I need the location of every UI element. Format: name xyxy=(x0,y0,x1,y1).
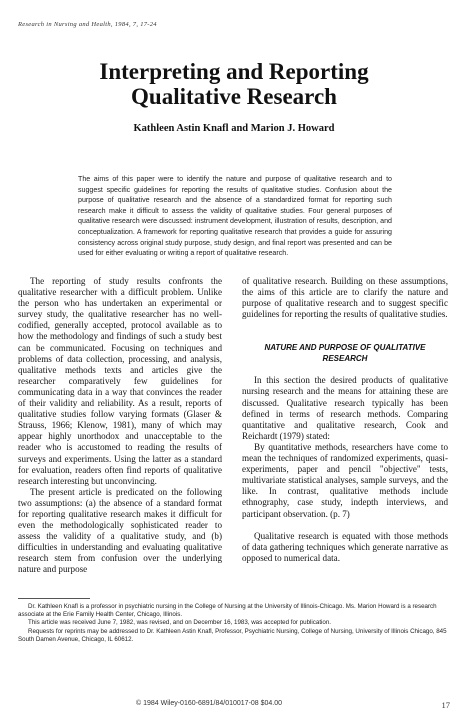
footnote: Requests for reprints may be addressed to Dr. Kathleen Astin Knafl, Professor, Psychiatric Nursing, College of Nursing, University of Illinois Chicago, 845 South Damen Avenue, Chicago, IL 60612. xyxy=(18,627,447,643)
article-title-line-1: Interpreting and Reporting xyxy=(99,59,369,84)
footnote: Dr. Kathleen Knafl is a professor in psychiatric nursing in the College of Nursing at the University of Illinois-Chicago. Ms. Marion Howard is a research associate at the Erie Family Health Center, Chicago, Illinois. xyxy=(18,603,437,619)
section-heading-line-2: RESEARCH xyxy=(322,354,368,364)
copyright-line: © 1984 Wiley-0160-6891/84/010017-08 $04.00 xyxy=(136,700,283,707)
footnote-divider xyxy=(18,598,90,599)
page-number: 17 xyxy=(441,700,450,710)
footnote: This article was received June 7, 1982, was revised, and on December 16, 1983, was accepted for publication. xyxy=(28,619,332,627)
block-quote: By quantitative methods, researchers have come to mean the techniques of randomized experiments, quasi-experiments, paper and pencil "objective" tests, multivariate statistical analyses, sample surveys, and the like. In contrast, qualitative methods include ethnography, case study, indepth interviews, and participant observation. (p. 7) xyxy=(242,441,448,519)
body-left-column xyxy=(18,276,222,576)
running-head: Research in Nursing and Health, 1984, 7, 17-24 xyxy=(18,21,157,28)
body-paragraph: Qualitative research is equated with those methods of data gathering techniques which generate narrative as opposed to numerical data. xyxy=(242,530,448,563)
footnotes xyxy=(18,603,450,644)
body-paragraph: The present article is predicated on the following two assumptions: (a) the absence of a standard format for reporting qualitative research makes it difficult for even the methodologically sophisticated reader to assess the validity of a qualitative study, and (b) difficulties in understanding and evaluating qualitative research stem from confusion over the underlying nature and purpose xyxy=(18,486,222,575)
body-paragraph: The reporting of study results confronts the qualitative researcher with a difficult problem. Unlike the person who has undertaken an experimental or survey study, the qualitative researcher has no well-codified, generally accepted, protocol available as to how the methodology and findings of such a study best can be communicated. Focusing on techniques and problems of data collection, processing, and analysis, qualitative methods texts and articles give the researcher comparatively few guidelines for communicating data in a way that convinces the reader of their validity and reliability. As a result, reports of qualitative studies follow varying formats (Glaser & Strauss, 1966; Klenow, 1981), many of which may appear highly unorthodox and unacceptable to the reader who is accustomed to reading the results of surveys and experiments. Using the latter as a standard for evaluation, readers often find reports of qualitative research interesting but unconvincing. xyxy=(18,276,222,486)
body-paragraph: In this section the desired products of qualitative nursing research and the means for attaining these are discussed. Qualitative research typically has been defined in terms of research methods. Comparing quantitative and qualitative research, Cook and Reichardt (1979) stated: xyxy=(242,375,448,441)
body-right-column xyxy=(242,276,448,564)
article-title-line-2: Qualitative Research xyxy=(131,84,337,109)
article-authors: Kathleen Astin Knafl and Marion J. Howard xyxy=(133,123,335,134)
article-abstract: The aims of this paper were to identify the nature and purpose of qualitative research and to suggest specific guidelines for reporting the results of qualitative studies. Confusion about the purpose of qualitative research and the absence of a standardized format for reporting such research make it difficult to assess the validity of qualitative studies. Four general purposes of qualitative research were discussed: instrument development, illustration of results, description, and conceptualization. A framework for reporting qualitative research that provides a guide for assuring consistency across original study purpose, study design, and final report was presented and can be used for either evaluating or writing a report of qualitative research. xyxy=(78,175,392,258)
section-heading-line-1: NATURE AND PURPOSE OF QUALITATIVE xyxy=(264,343,426,353)
body-paragraph: of qualitative research. Building on these assumptions, the aims of this article are to clarify the nature and purpose of qualitative research and to suggest specific guidelines for reporting the results of qualitative studies. xyxy=(242,276,448,320)
section-heading xyxy=(242,342,448,364)
